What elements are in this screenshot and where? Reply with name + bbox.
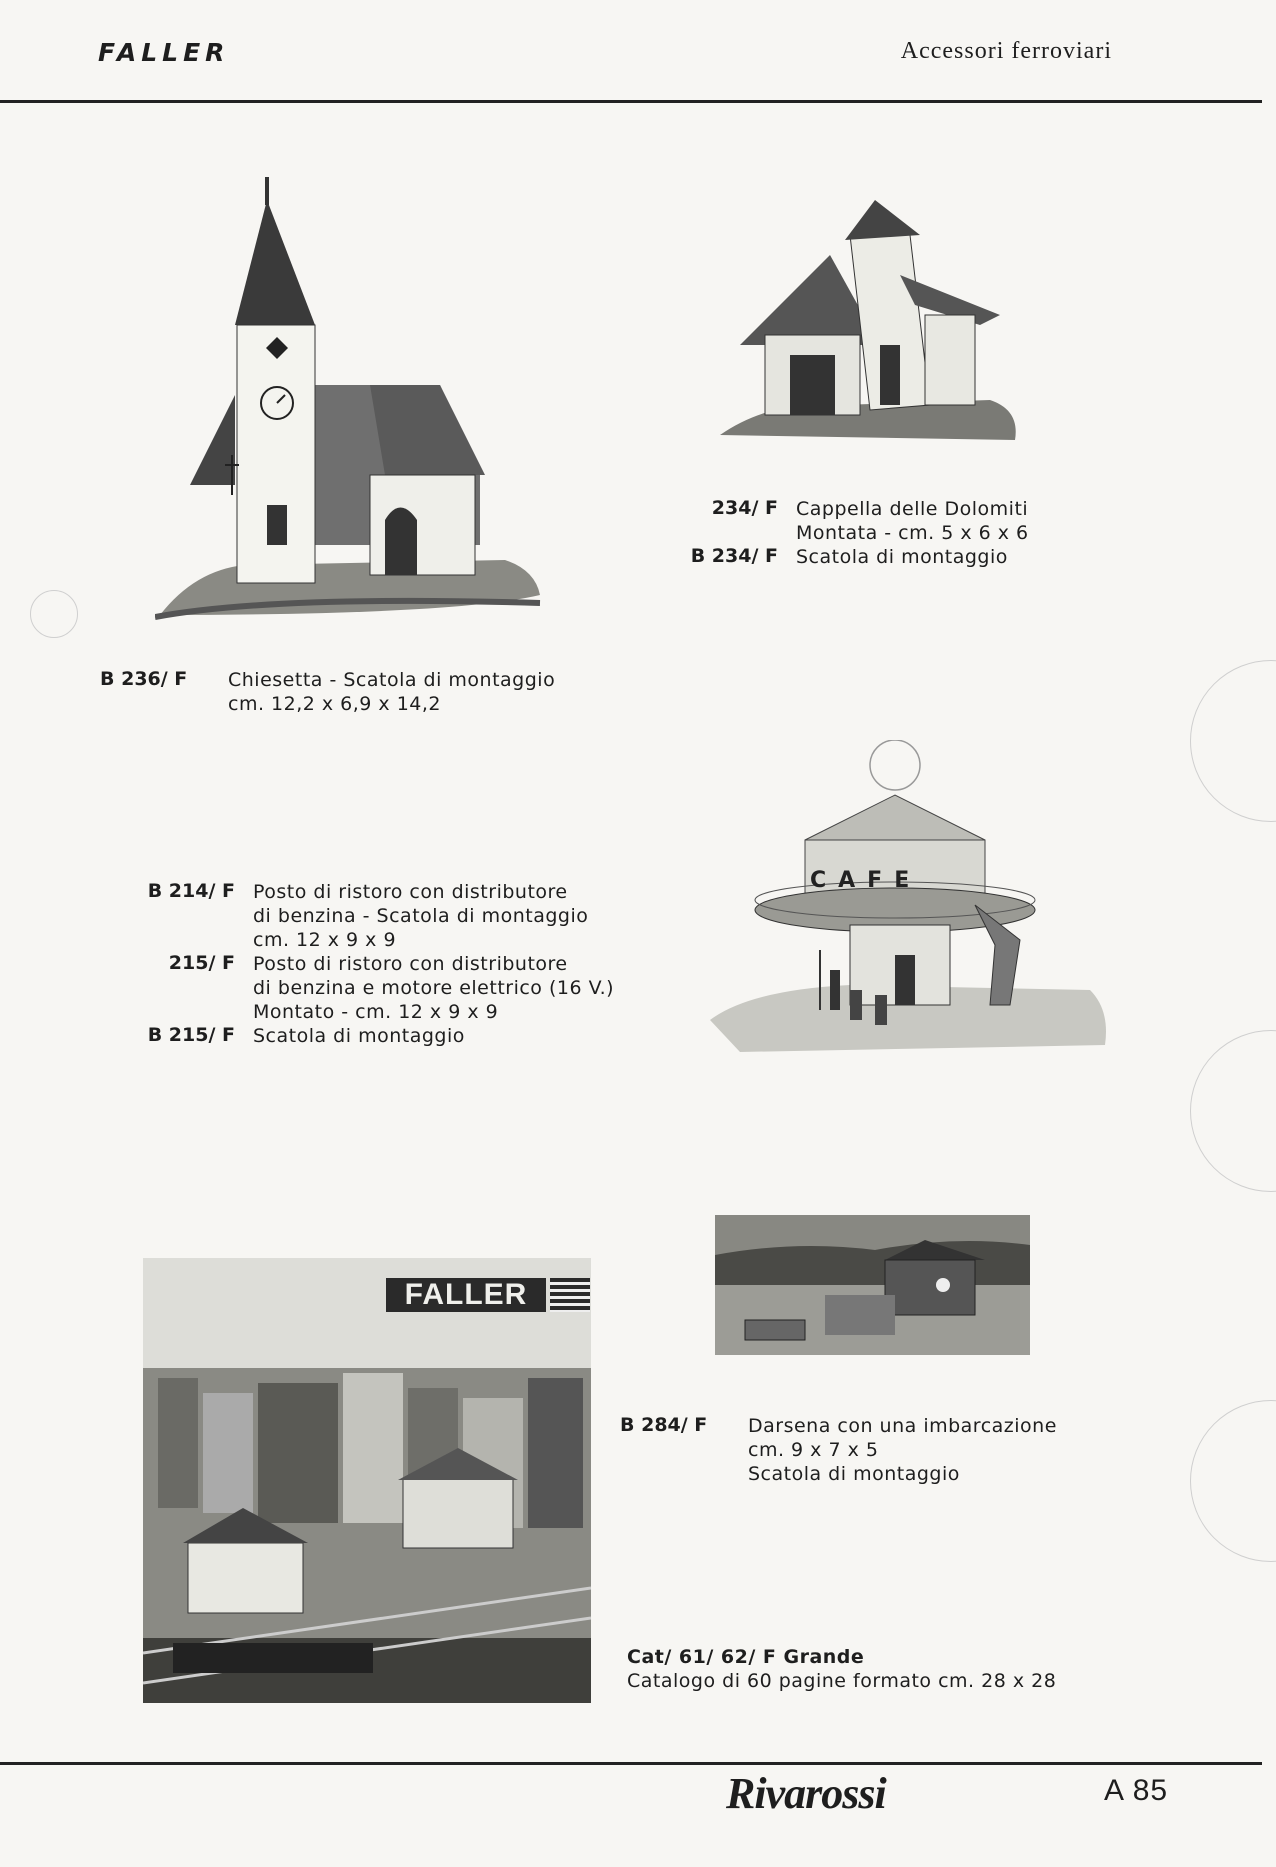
catalog-cover-logo: FALLER — [386, 1278, 546, 1312]
church-title: Chiesetta - Scatola di montaggio — [228, 669, 556, 691]
cafe-line: cm. 12 x 9 x 9 — [253, 929, 397, 951]
chapel-caption — [680, 497, 1100, 569]
chapel-dims: Montata - cm. 5 x 6 x 6 — [796, 522, 1029, 544]
cafe-line: Scatola di montaggio — [253, 1025, 465, 1047]
cafe-line: Montato - cm. 12 x 9 x 9 — [253, 1001, 499, 1023]
boathouse-dims: cm. 9 x 7 x 5 — [748, 1439, 879, 1461]
code-b215f: B 215/ F — [147, 1024, 235, 1046]
cafe-line: di benzina - Scatola di montaggio — [253, 905, 589, 927]
catalog-title: Cat/ 61/ 62/ F Grande — [627, 1646, 865, 1668]
code-b214f: B 214/ F — [147, 880, 235, 902]
catalog-cover — [143, 1258, 591, 1703]
cafe-photo — [710, 740, 1110, 1060]
cafe-sign: CAFE — [810, 868, 922, 893]
catalog-cover-stripes — [550, 1278, 590, 1312]
cafe-line: Posto di ristoro con distributore — [253, 953, 568, 975]
page-number: A 85 — [1104, 1774, 1169, 1807]
boathouse-kit: Scatola di montaggio — [748, 1463, 960, 1485]
code-234f: 234/ F — [711, 497, 778, 519]
catalog-subtitle: Catalogo di 60 pagine formato cm. 28 x 28 — [627, 1670, 1057, 1692]
footer-brand-logo: Rivarossi — [726, 1769, 886, 1818]
code-b236f: B 236/ F — [100, 668, 188, 690]
church-photo — [155, 175, 545, 620]
chapel-kit: Scatola di montaggio — [796, 546, 1008, 568]
footer-rule — [0, 1762, 1262, 1765]
church-caption — [100, 668, 620, 716]
chapel-title: Cappella delle Dolomiti — [796, 498, 1029, 520]
boathouse-caption — [620, 1414, 1120, 1486]
header-rule — [0, 100, 1262, 103]
boathouse-photo — [715, 1215, 1030, 1355]
code-b234f: B 234/ F — [690, 545, 778, 567]
cafe-caption — [125, 880, 685, 1048]
binder-hole — [30, 590, 78, 638]
section-title: Accessori ferroviari — [900, 38, 1112, 64]
cafe-line: di benzina e motore elettrico (16 V.) — [253, 977, 615, 999]
catalog-caption — [627, 1645, 1056, 1693]
code-215f: 215/ F — [168, 952, 235, 974]
chapel-photo — [720, 195, 1020, 445]
binder-hole — [1190, 1030, 1276, 1192]
cafe-line: Posto di ristoro con distributore — [253, 881, 568, 903]
binder-hole — [1190, 1400, 1276, 1562]
brand-name: FALLER — [98, 38, 230, 67]
code-b284f: B 284/ F — [620, 1414, 708, 1436]
boathouse-title: Darsena con una imbarcazione — [748, 1415, 1057, 1437]
church-dims: cm. 12,2 x 6,9 x 14,2 — [228, 693, 442, 715]
binder-hole — [1190, 660, 1276, 822]
